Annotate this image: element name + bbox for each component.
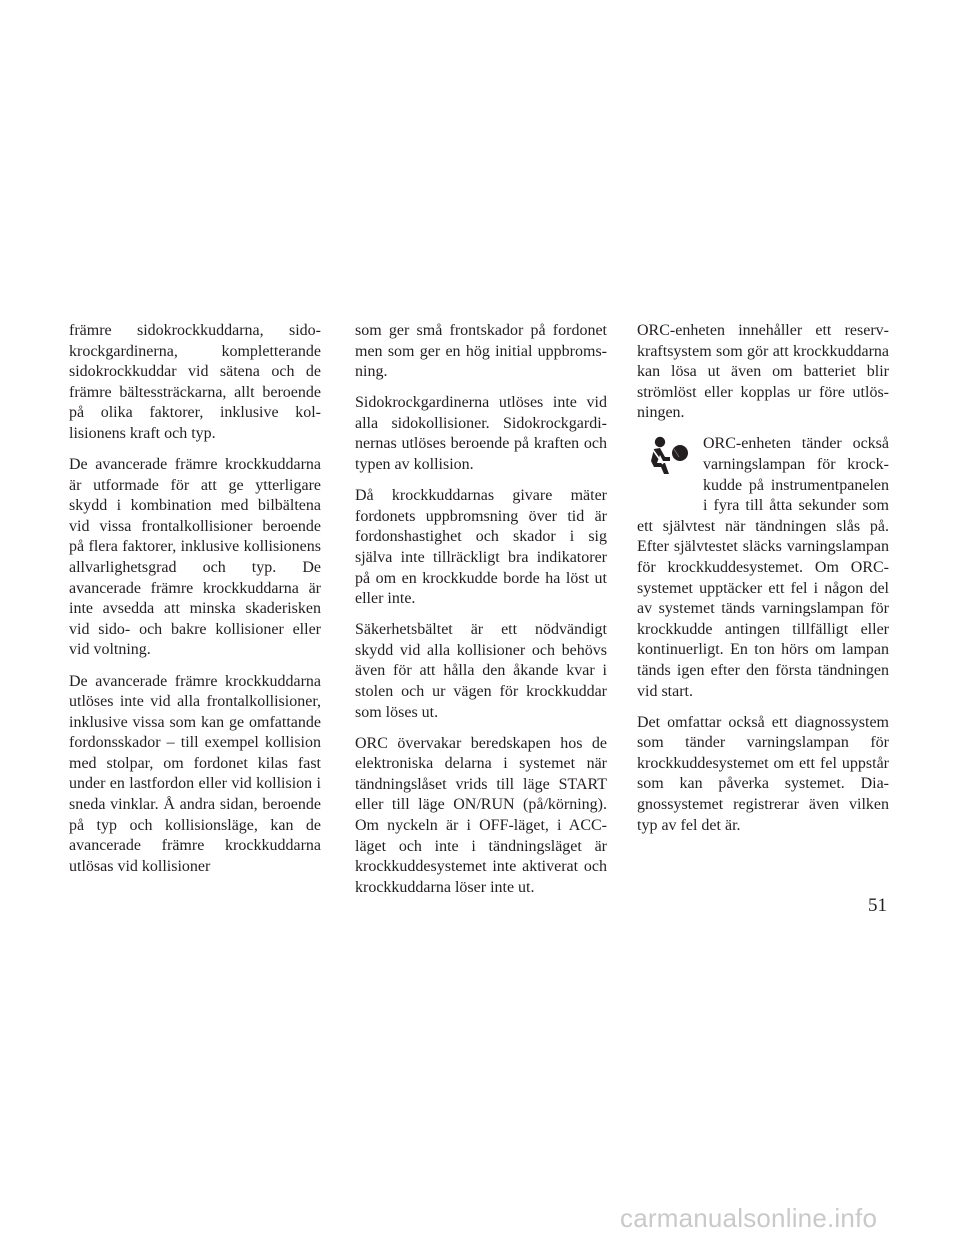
airbag-warning-icon <box>637 434 697 516</box>
text-column-middle <box>355 321 607 909</box>
text-column-left <box>69 321 321 888</box>
paragraph: De avancerade främre krockkuddarna är utformade för att ge ytterligare skydd i kombination med bilbältena vid vissa frontalkollisioner beroende på flera faktorer, inklusive kollisionens allvarlighetsgrad och typ. De avancerade främre krockkuddarna är inte avsedda att minska skaderisken vid sido- och bakre kollisioner eller vid voltning. <box>69 456 321 659</box>
paragraph: De avancerade främre krockkuddarna utlöses inte vid alla frontalkollisioner, inklusive vissa som kan ge omfattande fordonsskador – till exempel kollision med stolpar, om fordonet kilas fast under en lastfordon eller vid kollision i sneda vinklar. Å andra sidan, beroende på typ och kollisionsläge, kan de avancerade främre krockkuddarna utlösas vid kollisioner <box>69 672 321 875</box>
paragraph: främre sidokrockkuddarna, sidokrockgardinerna, kompletterande sidokrockkuddar vid sätena och de främre bältessträckarna, allt beroende på olika faktorer, inklusive kollisionens kraft och typ. <box>69 322 321 442</box>
text-column-right <box>637 321 889 847</box>
paragraph: ORC-enheten tänder också varningslampan för krockkudde på instrumentpanelen i fyra till åtta sekunder som ett självtest när tändningen slås på. Efter självtestet släcks varningslampan för krockkuddesystemet. Om ORC-systemet upptäcker ett fel i någon del av systemet tänds varningslampan för krockkudde antingen tillfälligt eller kontinuerligt. En ton hörs om lampan tänds igen efter den första tändningen vid start. <box>637 435 889 700</box>
paragraph: som ger små frontskador på fordonet men som ger en hög initial uppbromsning. <box>355 322 607 381</box>
paragraph: Då krockkuddarnas givare mäter fordonets uppbromsning över tid är fordonshastighet och skador i sig själva inte tillräckligt bra indikatorer på om en krockkudde borde ha löst ut eller inte. <box>355 487 607 608</box>
paragraph: Säkerhetsbältet är ett nödvändigt skydd vid alla kollisioner och behövs även för att hålla den åkande kvar i stolen och ur vägen för krockkuddar som löses ut. <box>355 621 607 721</box>
paragraph: ORC-enheten innehåller ett reservkraftsystem som gör att krockkuddarna kan lösa ut även om batteriet blir strömlöst eller kopplas ur före utlösningen. <box>637 322 889 422</box>
paragraph: ORC övervakar beredskapen hos de elektroniska delarna i systemet när tändningslåset vrids till läge START eller till läge ON/RUN (på/körning). Om nyckeln är i OFF-läget, i ACC-läget och inte i tändningsläget är krockkuddesystemet inte aktiverat och krockkuddarna löser inte ut. <box>355 734 607 896</box>
airbag-warning-paragraph <box>637 434 889 702</box>
page-number: 51 <box>868 895 887 916</box>
watermark-link[interactable]: carmanualsonline.info <box>620 1203 878 1233</box>
paragraph: Det omfattar också ett diagnossystem som tänder varningslampan för krockkuddesystemet om ett fel uppstår som kan påverka systemet. Diagnossystemet registrerar även vilken typ av fel det är. <box>637 713 889 834</box>
paragraph: Sidokrockgardinerna utlöses inte vid alla sidokollisioner. Sidokrockgardinernas utlöses beroende på kraften och typen av kollision. <box>355 394 607 474</box>
